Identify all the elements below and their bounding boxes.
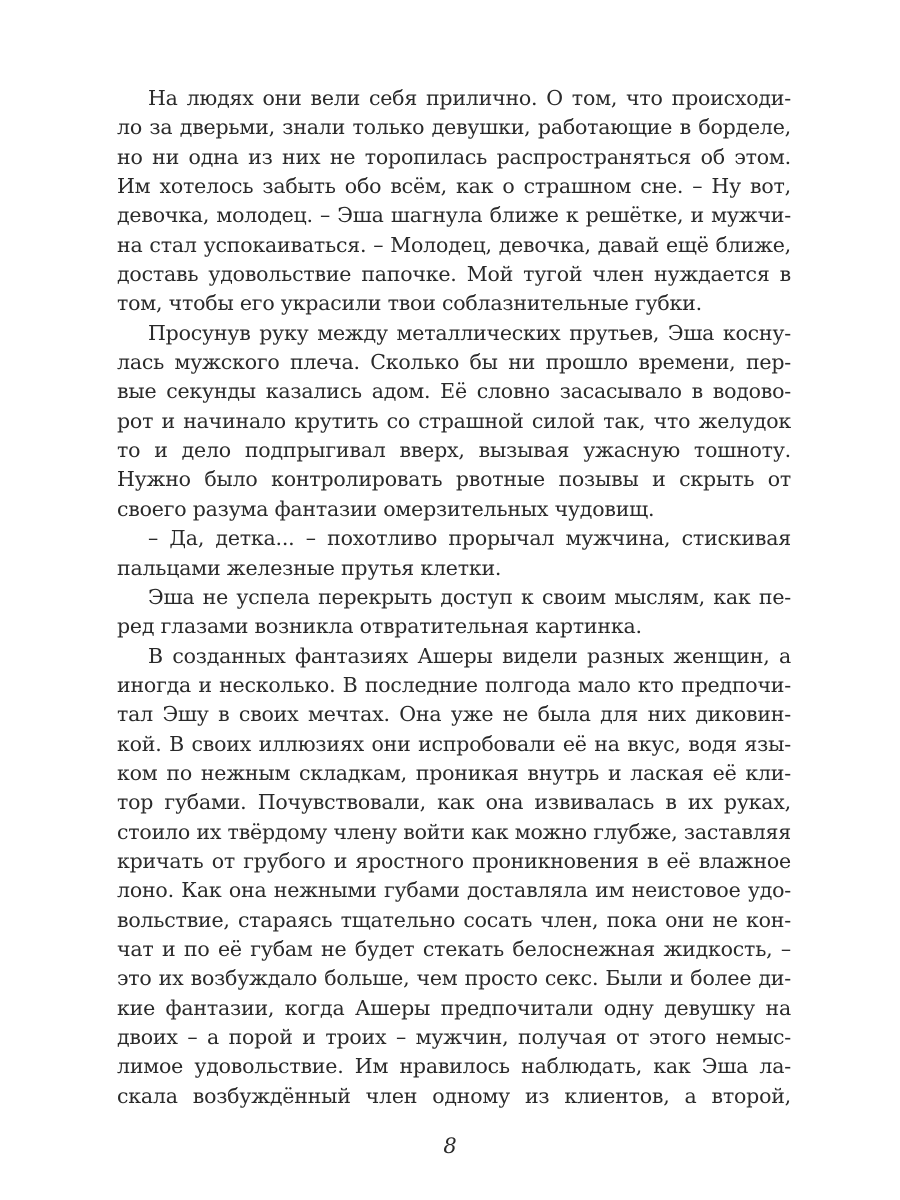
text-line: это их возбуждало больше, чем просто секс. Были и более ди- xyxy=(117,966,791,991)
text-line: стоило их твёрдому члену войти как можно глубже, заставляя xyxy=(117,819,791,844)
paragraph xyxy=(117,84,791,319)
text-line: своего разума фантазии омерзительных чудовищ. xyxy=(117,496,655,521)
text-line: доставь удовольствие папочке. Мой тугой член нуждается в xyxy=(117,262,791,287)
text-line: кие фантазии, когда Ашеры предпочитали одну девушку на xyxy=(117,995,791,1020)
text-line: чат и по её губам не будет стекать белоснежная жидкость, – xyxy=(117,936,791,961)
text-line: ком по нежным складкам, проникая внутрь и лаская её кли- xyxy=(117,760,791,785)
text-line: В созданных фантазиях Ашеры видели разных женщин, а xyxy=(148,643,791,668)
text-line: кричать от грубого и яростного проникновения в её влажное xyxy=(117,848,791,873)
text-line: Эша не успела перекрыть доступ к своим мыслям, как пе- xyxy=(148,584,791,609)
paragraph xyxy=(117,642,791,1112)
text-line: девочка, молодец. – Эша шагнула ближе к решётке, и мужчи- xyxy=(117,203,791,228)
text-line: пальцами железные прутья клетки. xyxy=(117,555,502,580)
text-line: лась мужского плеча. Сколько бы ни прошло времени, пер- xyxy=(117,350,791,375)
text-line: тал Эшу в своих мечтах. Она уже не была для них диковин- xyxy=(117,702,791,727)
text-line: – Да, детка... – похотливо прорычал мужчина, стискивая xyxy=(148,526,791,551)
text-line: тор губами. Почувствовали, как она извивалась в их руках, xyxy=(117,790,791,815)
text-line: лоно. Как она нежными губами доставляла им неистовое удо- xyxy=(117,878,791,903)
text-line: вые секунды казались адом. Её словно засасывало в водово- xyxy=(117,379,791,404)
text-line: ло за дверьми, знали только девушки, работающие в борделе, xyxy=(117,115,791,140)
text-line: кой. В своих иллюзиях они испробовали её на вкус, водя язы- xyxy=(117,731,791,756)
page-number: 8 xyxy=(443,1134,457,1158)
paragraph xyxy=(117,319,791,524)
body-text xyxy=(117,84,791,1111)
text-line: вольствие, стараясь тщательно сосать член, пока они не кон- xyxy=(117,907,791,932)
text-line: но ни одна из них не торопилась распространяться об этом. xyxy=(117,144,791,169)
text-line: Нужно было контролировать рвотные позывы и скрыть от xyxy=(117,467,791,492)
text-line: то и дело подпрыгивал вверх, вызывая ужасную тошноту. xyxy=(117,438,791,463)
text-line: лимое удовольствие. Им нравилось наблюдать, как Эша ла- xyxy=(117,1054,791,1079)
text-line: Им хотелось забыть обо всём, как о страшном сне. – Ну вот, xyxy=(117,174,791,199)
text-line: рот и начинало крутить со страшной силой так, что желудок xyxy=(117,408,791,433)
paragraph xyxy=(117,524,791,583)
paragraph xyxy=(117,583,791,642)
text-line: Просунув руку между металлических прутьев, Эша косну- xyxy=(148,320,791,345)
text-line: скала возбуждённый член одному из клиентов, а второй, xyxy=(117,1083,791,1108)
text-line: двоих – а порой и троих – мужчин, получая от этого немыс- xyxy=(117,1025,791,1049)
text-line: ред глазами возникла отвратительная картинка. xyxy=(117,614,642,639)
text-line: том, чтобы его украсили твои соблазнительные губки. xyxy=(117,291,702,316)
text-line: на стал успокаиваться. – Молодец, девочка, давай ещё ближе, xyxy=(117,232,791,257)
text-line: иногда и несколько. В последние полгода мало кто предпочи- xyxy=(117,672,791,697)
text-line: На людях они вели себя прилично. О том, что происходи- xyxy=(148,86,791,110)
